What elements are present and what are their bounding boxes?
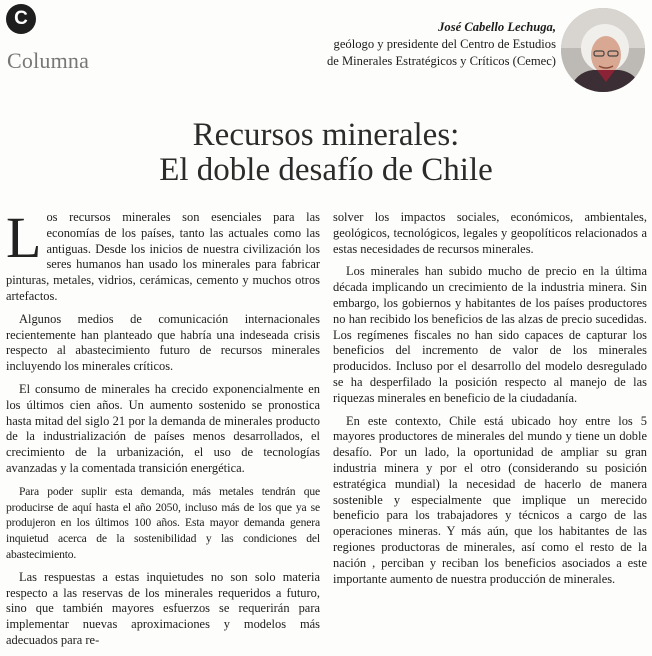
paragraph: solver los impactos sociales, económicos, ambientales, geológicos, tecnológicos, legales y geopolíticos relacionados a estas necesidades de recursos minerales.: [333, 210, 647, 256]
column-badge: C: [6, 4, 36, 34]
column-left: [6, 205, 320, 656]
paragraph: Algunos medios de comunicación internacionales recientemente han planteado que habría una indeseada crisis respecto al abastecimiento futuro de recursos minerales incluyendo los minerales críticos.: [6, 311, 320, 374]
section-label: Columna: [7, 48, 90, 73]
paragraph: Para poder suplir esta demanda, más metales tendrán que producirse de aquí hasta el año 2050, incluso más de los que ya se produjeron en los últimos 100 años. Esta mayor demanda genera inquietud acerca de la sostenibilidad y las condiciones del abastecimiento.: [6, 484, 320, 561]
paragraph: Las respuestas a estas inquietudes no son solo materia respecto a las reservas de los minerales requeridos a futuro, sino que también mayores esfuerzos se requerirán para implementar nuevas aproximaciones y modelos más adecuados para re-: [6, 569, 320, 647]
author-photo: [561, 8, 645, 92]
paragraph: Los recursos minerales son esenciales para las economías de los países, tanto las actuales como las antiguas. Desde los inicios de nuestra civilización los seres humanos han usado los minerales para fabricar pinturas, metales, vidrios, cerámicas, cemento y muchos otros artefactos.: [6, 205, 320, 303]
paragraph: En este contexto, Chile está ubicado hoy entre los 5 mayores productores de minerales del mundo y tiene un doble desafío. Por un lado, la oportunidad de ampliar su gran industria minera y por el otro (considerando su posición estratégica mundial) la necesidad de hacerlo de manera sostenible y especialmente que implique un merecido beneficio para los trabajadores y técnicos a cargo de las operaciones mineras. Y más aún, que los habitantes de las regiones productoras de minerales, así como el resto de la nación , perciban y reciban los beneficios asociados a este importante aumento de nuestra producción de minerales.: [333, 413, 647, 586]
paragraph: El consumo de minerales ha crecido exponencialmente en los últimos cien años. Un aumento sostenido se pronostica hasta mitad del siglo 21 por la demanda de minerales producto de la industrialización de países menos desarrollados, el crecimiento de la urbanización, el uso de tecnologías avanzadas y la comentada transición energética.: [6, 381, 320, 475]
author-role-line2: de Minerales Estratégicos y Críticos (Cemec): [326, 54, 556, 68]
drop-cap: L: [6, 205, 42, 270]
paragraph: Los minerales han subido mucho de precio en la última década implicando un crecimiento de la industria minera. Sin embargo, los gobiernos y habitantes de los países productores no han recibido los beneficios de las alzas de precio sucedidas. Los regímenes fiscales no han sido capaces de capturar los beneficios del incremento de valor de los minerales producidos. Incluso por el desarrollo del modelo desregulado se ha desperfilado la posición respecto al manejo de las riquezas minerales en beneficio de la ciudadanía.: [333, 264, 647, 405]
column-right: [333, 210, 647, 594]
author-role-line1: geólogo y presidente del Centro de Estudios: [333, 37, 556, 51]
article-title: [0, 118, 652, 188]
author-portrait-icon: [561, 8, 645, 92]
title-line1: Recursos minerales:: [192, 117, 460, 153]
title-line2: El doble desafío de Chile: [159, 152, 493, 188]
author-name: José Cabello Lechuga,: [438, 20, 556, 34]
author-byline: [327, 19, 556, 70]
